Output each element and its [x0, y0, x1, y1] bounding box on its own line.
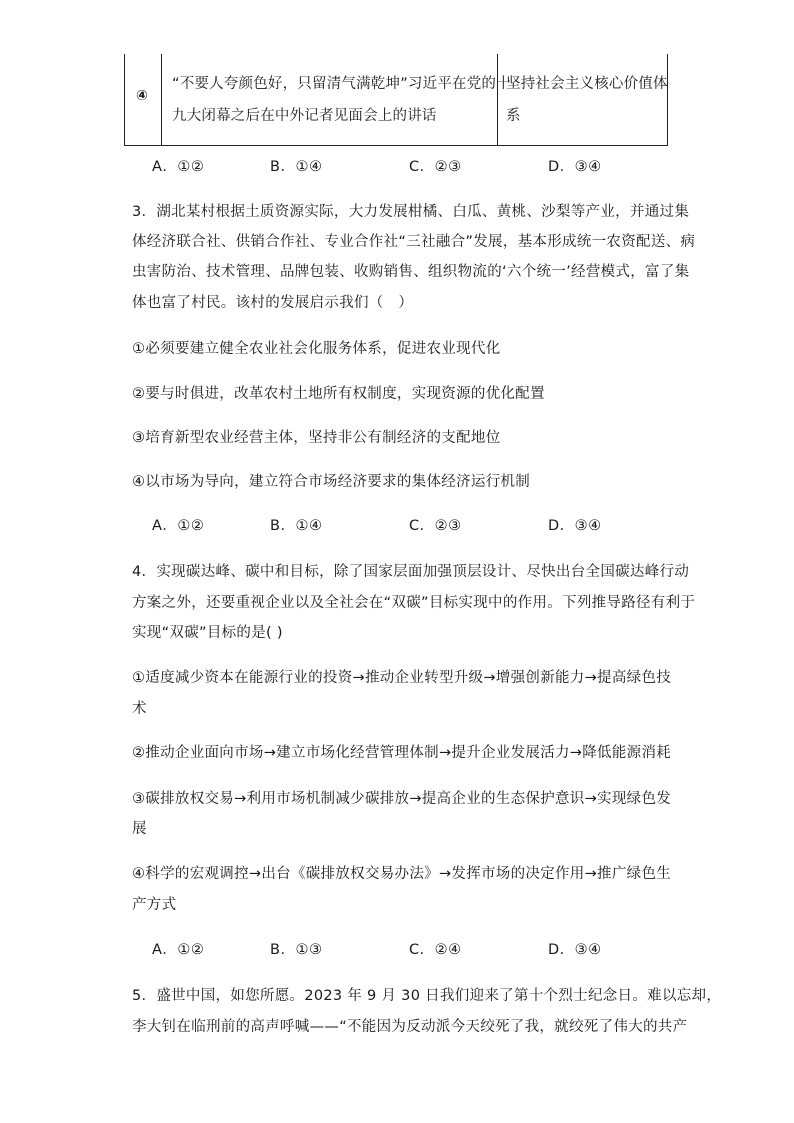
q3-option-c: C．②③ [409, 518, 462, 534]
row-number: ④ [136, 88, 148, 104]
q4-stem-line-3: 实现“双碳”目标的是( ) [132, 625, 283, 641]
q3-option-b: B．①④ [270, 518, 323, 534]
q4-stem-line-2: 方案之外，还要重视企业以及全社会在“双碳”目标实现中的作用。下列推导路径有利于 [132, 595, 696, 611]
q4-item-1-line-2: 术 [132, 701, 147, 717]
q4-item-3-line-1: ③碳排放权交易→利用市场机制减少碳排放→提高企业的生态保护意识→实现绿色发 [132, 791, 672, 807]
q3-stem-line-1: 3．湖北某村根据土质资源实际，大力发展柑橘、白瓜、黄桃、沙梨等产业，并通过集 [132, 204, 690, 220]
q4-item-3-line-2: 展 [132, 821, 147, 837]
q4-item-4-line-2: 产方式 [132, 897, 177, 913]
q3-item-2: ②要与时俱进，改革农村土地所有权制度，实现资源的优化配置 [132, 386, 545, 402]
quote-line-1: “不要人夸颜色好，只留清气满乾坤”习近平在党的十 [172, 76, 511, 92]
q2-option-b: B．①④ [270, 159, 323, 175]
q4-stem-line-1: 4．实现碳达峰、碳中和目标，除了国家层面加强顶层设计、尽快出台全国碳达峰行动 [132, 564, 690, 580]
q3-item-4: ④以市场为导向，建立符合市场经济要求的集体经济运行机制 [132, 474, 531, 490]
q4-item-2: ②推动企业面向市场→建立市场化经营管理体制→提升企业发展活力→降低能源消耗 [132, 745, 672, 761]
q3-stem-line-4: 体也富了村民。该村的发展启示我们（ ） [132, 295, 414, 311]
meaning-line-1: 坚持社会主义核心价值体 [506, 76, 668, 92]
table-cell-quote [162, 54, 511, 145]
q3-item-1: ①必须要建立健全农业社会化服务体系，促进农业现代化 [132, 341, 501, 357]
q3-item-3: ③培育新型农业经营主体，坚持非公有制经济的支配地位 [132, 430, 501, 446]
table-cell-number [125, 54, 162, 145]
meaning-line-2: 系 [506, 108, 521, 124]
q2-option-a: A．①② [152, 159, 205, 175]
q3-option-a: A．①② [152, 518, 205, 534]
q3-option-d: D．③④ [548, 518, 602, 534]
q4-option-a: A．①② [152, 942, 205, 958]
q4-item-1-line-1: ①适度减少资本在能源行业的投资→推动企业转型升级→增强创新能力→提高绿色技 [132, 670, 672, 686]
q4-option-b: B．①③ [270, 942, 323, 958]
q5-stem-line-1: 5．盛世中国，如您所愿。2023 年 9 月 30 日我们迎来了第十个烈士纪念日。难以忘却， [132, 988, 722, 1004]
q3-stem-line-2: 体经济联合社、供销合作社、专业合作社“三社融合”发展，基本形成统一农资配送、病 [132, 234, 696, 250]
table-cell-meaning [498, 54, 667, 145]
q2-option-d: D．③④ [548, 159, 602, 175]
q4-option-d: D．③④ [548, 942, 602, 958]
q4-item-4-line-1: ④科学的宏观调控→出台《碳排放权交易办法》→发挥市场的决定作用→推广绿色生 [132, 866, 672, 882]
q4-option-c: C．②④ [409, 942, 462, 958]
answer-table-row [124, 54, 668, 146]
q5-stem-line-2: 李大钊在临刑前的高声呼喊——“不能因为反动派今天绞死了我，就绞死了伟大的共产 [132, 1019, 688, 1035]
quote-line-2: 九大闭幕之后在中外记者见面会上的讲话 [172, 108, 437, 124]
q2-option-c: C．②③ [409, 159, 462, 175]
q3-stem-line-3: 虫害防治、技术管理、品牌包装、收购销售、组织物流的‘六个统一’经营模式，富了集 [132, 264, 690, 280]
